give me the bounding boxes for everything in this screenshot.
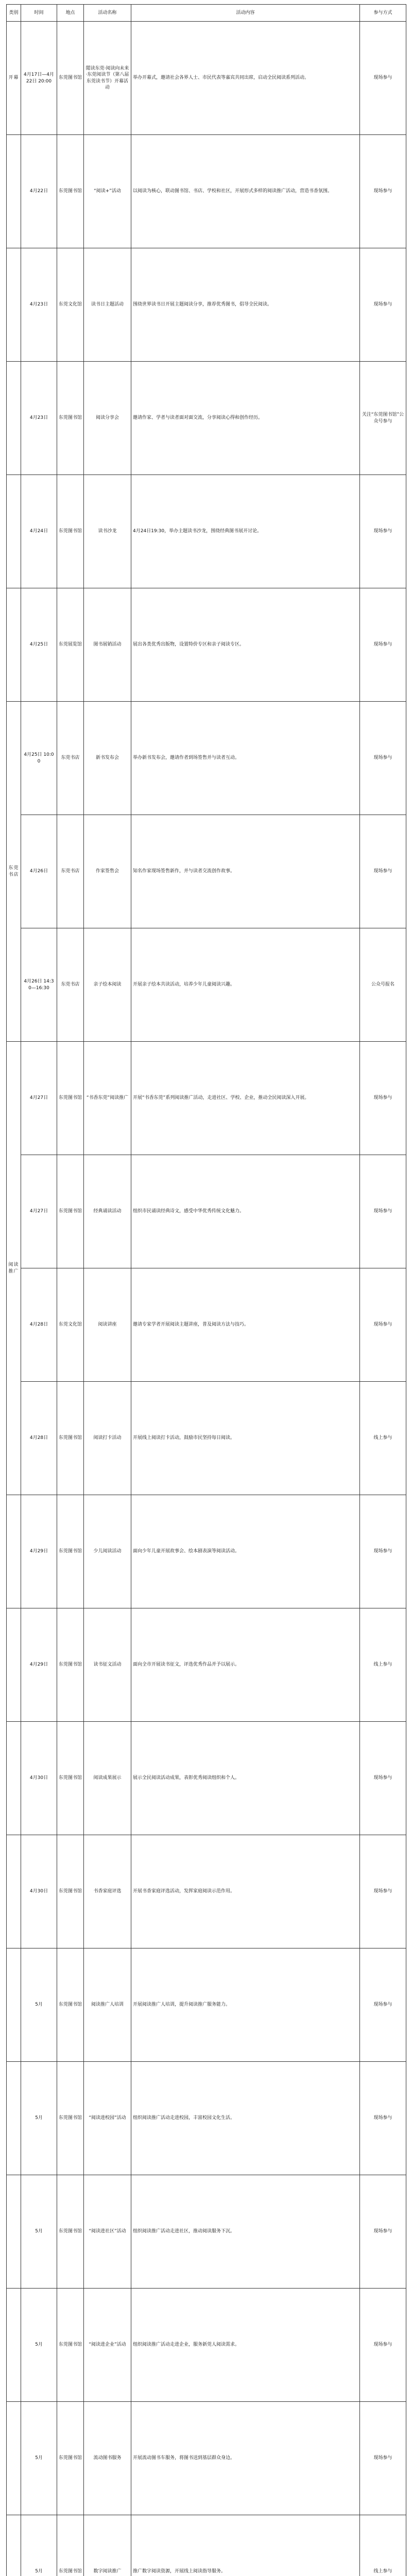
activity-name-cell: 流动图书服务	[84, 2402, 131, 2515]
participation-cell: 现场参与	[360, 1042, 406, 1155]
activity-content-cell: 组织市民诵读经典诗文，感受中华优秀传统文化魅力。	[131, 1155, 360, 1268]
time-cell: 4月30日	[21, 1835, 57, 1948]
activity-content-cell: 展出各类优秀出版物，设置特价专区和亲子阅读专区。	[131, 588, 360, 702]
place-cell: 东莞书店	[57, 928, 84, 1042]
activity-content-cell: 组织阅读推广活动走进校园，丰富校园文化生活。	[131, 2062, 360, 2175]
category-cell	[7, 2515, 21, 2576]
activity-name-cell: 閲读东莞·阅读向未来·东莞阅读节（第八届东莞读书节）开幕活动	[84, 22, 131, 135]
header-time: 时间	[21, 5, 57, 22]
category-cell	[7, 2175, 21, 2289]
activity-name-cell: 经典诵读活动	[84, 1155, 131, 1268]
place-cell: 东莞文化馆	[57, 248, 84, 362]
activity-content-cell: 开展线上阅读打卡活动，鼓励市民坚持每日阅读。	[131, 1382, 360, 1495]
table-row	[7, 1042, 406, 1155]
time-cell: 4月22日	[21, 135, 57, 248]
activity-name-cell: 读书日主题活动	[84, 248, 131, 362]
table-row	[7, 135, 406, 248]
activity-name-cell: “阅读进社区”活动	[84, 2175, 131, 2289]
participation-cell: 现场参与	[360, 1268, 406, 1382]
category-cell: 阅读推广	[7, 1042, 21, 1495]
category-cell	[7, 475, 21, 588]
place-cell: 东莞图书馆	[57, 1948, 84, 2062]
participation-cell: 现场参与	[360, 702, 406, 815]
participation-cell: 公众号报名	[360, 928, 406, 1042]
participation-cell: 线上参与	[360, 1382, 406, 1495]
activity-name-cell: 少儿阅读活动	[84, 1495, 131, 1608]
table-row	[7, 2175, 406, 2289]
activity-name-cell: “书香东莞”阅读推广	[84, 1042, 131, 1155]
table-body	[7, 22, 406, 2576]
participation-cell: 现场参与	[360, 2402, 406, 2515]
participation-cell: 现场参与	[360, 2289, 406, 2402]
participation-cell: 现场参与	[360, 1155, 406, 1268]
table-row	[7, 22, 406, 135]
activity-name-cell: 阅读讲座	[84, 1268, 131, 1382]
time-cell: 5月	[21, 2289, 57, 2402]
time-cell: 4月29日	[21, 1495, 57, 1608]
participation-cell: 线上参与	[360, 1608, 406, 1722]
place-cell: 东莞图书馆	[57, 1155, 84, 1268]
header-place: 地点	[57, 5, 84, 22]
time-cell: 4月25日	[21, 588, 57, 702]
activity-content-cell: 举办新书发布会，邀请作者到场签售并与读者互动。	[131, 702, 360, 815]
table-row	[7, 1382, 406, 1495]
activity-name-cell: 作家签售会	[84, 815, 131, 928]
participation-cell: 现场参与	[360, 1722, 406, 1835]
table-row	[7, 1608, 406, 1722]
header-category: 类别	[7, 5, 21, 22]
participation-cell: 现场参与	[360, 248, 406, 362]
table-row	[7, 1268, 406, 1382]
place-cell: 东莞文化馆	[57, 1268, 84, 1382]
participation-cell: 现场参与	[360, 135, 406, 248]
category-cell	[7, 588, 21, 702]
time-cell: 4月29日	[21, 1608, 57, 1722]
time-cell: 5月	[21, 2402, 57, 2515]
time-cell: 5月	[21, 1948, 57, 2062]
activity-name-cell: 阅读打卡活动	[84, 1382, 131, 1495]
time-cell: 5月	[21, 2175, 57, 2289]
time-cell: 5月	[21, 2062, 57, 2175]
activity-content-cell: 面向全市开展读书征文，评选优秀作品并予以展示。	[131, 1608, 360, 1722]
participation-cell: 现场参与	[360, 475, 406, 588]
place-cell: 东莞图书馆	[57, 1722, 84, 1835]
activity-name-cell: 数字阅读推广	[84, 2515, 131, 2576]
header-participation: 参与方式	[360, 5, 406, 22]
category-cell	[7, 2062, 21, 2175]
participation-cell: 现场参与	[360, 2062, 406, 2175]
place-cell: 东莞图书馆	[57, 362, 84, 475]
activity-name-cell: “阅读+”活动	[84, 135, 131, 248]
activity-content-cell: 组织阅读推广活动走进企业，服务新莞人阅读需求。	[131, 2289, 360, 2402]
category-cell	[7, 362, 21, 475]
table-row	[7, 2402, 406, 2515]
activity-content-cell: 展示全民阅读活动成果，表彰优秀阅读组织和个人。	[131, 1722, 360, 1835]
place-cell: 东莞图书馆	[57, 1495, 84, 1608]
category-cell	[7, 1722, 21, 1835]
participation-cell: 线上参与	[360, 2515, 406, 2576]
time-cell: 4月27日	[21, 1042, 57, 1155]
activity-content-cell: 邀请专家学者开展阅读主题讲座，普及阅读方法与技巧。	[131, 1268, 360, 1382]
activity-content-cell: 开展书香家庭评选活动，发挥家庭阅读示范作用。	[131, 1835, 360, 1948]
activity-content-cell: 组织阅读推广活动走进社区，推动阅读服务下沉。	[131, 2175, 360, 2289]
table-row	[7, 928, 406, 1042]
category-cell	[7, 1495, 21, 1608]
activity-content-cell: 开展流动图书车服务，将图书送到基层群众身边。	[131, 2402, 360, 2515]
category-cell	[7, 1608, 21, 1722]
activity-content-cell: 举办开幕式，邀请社会各界人士、市民代表等嘉宾共同出席，启动全民阅读系列活动。	[131, 22, 360, 135]
header-activity-name: 活动名称	[84, 5, 131, 22]
time-cell: 4月28日	[21, 1268, 57, 1382]
place-cell: 东莞图书馆	[57, 475, 84, 588]
place-cell: 东莞图书馆	[57, 2062, 84, 2175]
participation-cell: 现场参与	[360, 2175, 406, 2289]
activity-content-cell: 开展亲子绘本共读活动，培养少年儿童阅读兴趣。	[131, 928, 360, 1042]
table-row	[7, 248, 406, 362]
place-cell: 东莞图书馆	[57, 1835, 84, 1948]
activity-name-cell: “阅读进校园”活动	[84, 2062, 131, 2175]
category-cell	[7, 1948, 21, 2062]
category-cell: 开幕	[7, 22, 21, 135]
activity-content-cell: 面向少年儿童开展故事会、绘本剧表演等阅读活动。	[131, 1495, 360, 1608]
category-cell	[7, 248, 21, 362]
table-row	[7, 1948, 406, 2062]
category-cell	[7, 135, 21, 248]
table-row	[7, 475, 406, 588]
activity-name-cell: 书香家庭评选	[84, 1835, 131, 1948]
table-row	[7, 588, 406, 702]
place-cell: 东莞展览馆	[57, 588, 84, 702]
category-cell	[7, 2402, 21, 2515]
activity-content-cell: 围绕世界读书日开展主题阅读分享，推荐优秀图书，倡导全民阅读。	[131, 248, 360, 362]
table-row	[7, 1835, 406, 1948]
activity-name-cell: 新书发布会	[84, 702, 131, 815]
time-cell: 4月23日	[21, 362, 57, 475]
activity-content-cell: 4月24日19:30，举办主题读书沙龙，围绕经典图书展开讨论。	[131, 475, 360, 588]
participation-cell: 关注“东莞图书馆”公众号参与	[360, 362, 406, 475]
participation-cell: 现场参与	[360, 1948, 406, 2062]
place-cell: 东莞图书馆	[57, 1042, 84, 1155]
time-cell: 4月26日	[21, 815, 57, 928]
table-row	[7, 1155, 406, 1268]
place-cell: 东莞书店	[57, 702, 84, 815]
activity-content-cell: 知名作家现场签售新作，并与读者交流创作故事。	[131, 815, 360, 928]
category-cell	[7, 1835, 21, 1948]
place-cell: 东莞书店	[57, 815, 84, 928]
place-cell: 东莞图书馆	[57, 1382, 84, 1495]
activity-name-cell: 阅读成果展示	[84, 1722, 131, 1835]
time-cell: 4月25日 10:00	[21, 702, 57, 815]
place-cell: 东莞图书馆	[57, 135, 84, 248]
table-row	[7, 815, 406, 928]
time-cell: 4月30日	[21, 1722, 57, 1835]
place-cell: 东莞图书馆	[57, 2515, 84, 2576]
activity-name-cell: 阅读分享会	[84, 362, 131, 475]
table-row	[7, 1495, 406, 1608]
activity-content-cell: 开展“书香东莞”系列阅读推广活动，走进社区、学校、企业，推动全民阅读深入开展。	[131, 1042, 360, 1155]
table-row	[7, 2289, 406, 2402]
time-cell: 4月24日	[21, 475, 57, 588]
activity-name-cell: 读书沙龙	[84, 475, 131, 588]
table-row	[7, 362, 406, 475]
participation-cell: 现场参与	[360, 1495, 406, 1608]
activity-name-cell: 图书展销活动	[84, 588, 131, 702]
activity-name-cell: 读书征文活动	[84, 1608, 131, 1722]
activity-schedule-table	[6, 4, 406, 2576]
table-row	[7, 2062, 406, 2175]
place-cell: 东莞图书馆	[57, 2289, 84, 2402]
time-cell: 4月17日—4月22日 20:00	[21, 22, 57, 135]
activity-name-cell: “阅读进企业”活动	[84, 2289, 131, 2402]
participation-cell: 现场参与	[360, 588, 406, 702]
time-cell: 4月28日	[21, 1382, 57, 1495]
table-header	[7, 5, 406, 22]
time-cell: 4月23日	[21, 248, 57, 362]
table-row	[7, 702, 406, 815]
time-cell: 4月27日	[21, 1155, 57, 1268]
place-cell: 东莞图书馆	[57, 2402, 84, 2515]
activity-content-cell: 推广数字阅读资源，开展线上阅读指导服务。	[131, 2515, 360, 2576]
activity-name-cell: 阅读推广人培训	[84, 1948, 131, 2062]
place-cell: 东莞图书馆	[57, 22, 84, 135]
header-activity-content: 活动内容	[131, 5, 360, 22]
participation-cell: 现场参与	[360, 815, 406, 928]
table-row	[7, 1722, 406, 1835]
activity-content-cell: 邀请作家、学者与读者面对面交流，分享阅读心得和创作经历。	[131, 362, 360, 475]
activity-name-cell: 亲子绘本阅读	[84, 928, 131, 1042]
activity-content-cell: 开展阅读推广人培训，提升阅读推广服务能力。	[131, 1948, 360, 2062]
place-cell: 东莞图书馆	[57, 1608, 84, 1722]
category-cell	[7, 2289, 21, 2402]
activity-content-cell: 以阅读为核心，联动图书馆、书店、学校和社区，开展形式多样的阅读推广活动，营造书香氛围。	[131, 135, 360, 248]
category-cell: 东莞书店	[7, 702, 21, 1042]
time-cell: 4月26日 14:30—16:30	[21, 928, 57, 1042]
participation-cell: 现场参与	[360, 1835, 406, 1948]
time-cell: 5月	[21, 2515, 57, 2576]
table-header-row	[7, 5, 406, 22]
place-cell: 东莞图书馆	[57, 2175, 84, 2289]
participation-cell: 现场参与	[360, 22, 406, 135]
table-row	[7, 2515, 406, 2576]
